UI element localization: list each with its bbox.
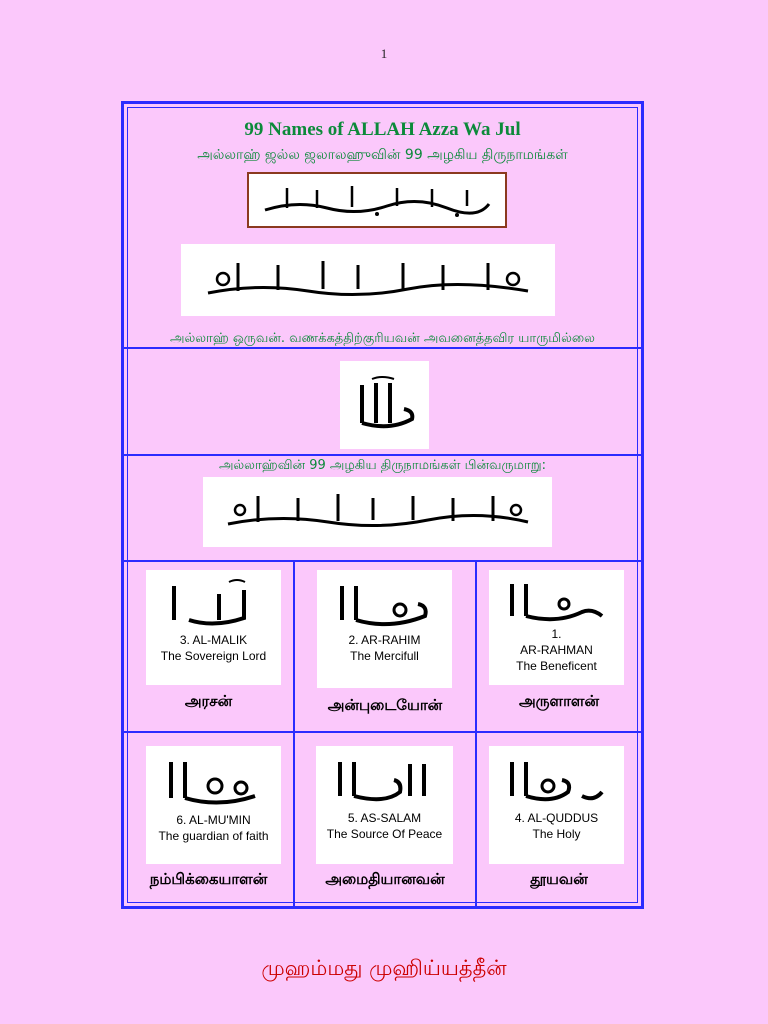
- bismillah-calligraphy-icon: [257, 180, 497, 220]
- name-tamil: அன்புடையோன்: [327, 696, 443, 714]
- name-card: [317, 570, 452, 688]
- allah-calligraphy-icon: [350, 375, 420, 435]
- name-label: AR-RAHMAN: [520, 643, 593, 657]
- name-meaning: The Beneficent: [516, 659, 597, 673]
- kalima-calligraphy-bottom: [203, 477, 552, 547]
- name-label: 3. AL-MALIK: [179, 633, 248, 647]
- arabic-name-icon: [502, 752, 612, 810]
- arabic-name-icon: [502, 576, 612, 626]
- arabic-calligraphy-icon: [218, 488, 538, 536]
- name-card: [489, 570, 624, 685]
- name-label: 4. AL-QUDDUS: [514, 811, 599, 825]
- name-cell: [295, 733, 475, 906]
- divider: [124, 454, 641, 456]
- name-label: 6. AL-MU'MIN: [176, 813, 251, 827]
- name-meaning: The Holy: [532, 827, 581, 841]
- arabic-name-icon: [330, 576, 440, 632]
- name-tamil: அருளாளன்: [518, 692, 600, 710]
- page-title: 99 Names of ALLAH Azza Wa Jul: [244, 119, 521, 140]
- divider: [124, 347, 641, 349]
- name-tamil: அரசன்: [184, 692, 233, 710]
- name-meaning: The Sovereign Lord: [160, 649, 267, 663]
- author-name: முஹம்மது முஹிய்யத்தீன்: [261, 956, 507, 980]
- arabic-name-icon: [330, 752, 440, 810]
- intro-line: அல்லாஹ்வின் 99 அழகிய திருநாமங்கள் பின்வருமாறு:: [218, 458, 547, 473]
- name-card: [146, 570, 281, 685]
- name-tamil: தூயவன்: [530, 870, 588, 888]
- name-cell: [124, 733, 293, 906]
- arabic-name-icon: [159, 752, 269, 812]
- name-cell: [124, 562, 293, 731]
- name-tamil: நம்பிக்கையாளன்: [149, 870, 268, 888]
- name-meaning: The Mercifull: [350, 649, 419, 663]
- name-card: [316, 746, 453, 864]
- arabic-calligraphy-icon: [198, 255, 538, 305]
- names-frame: [121, 101, 644, 909]
- name-tamil: அமைதியானவன்: [325, 870, 445, 888]
- kalima-calligraphy-top: [181, 244, 555, 316]
- name-card: [146, 746, 281, 864]
- arabic-name-icon: [159, 576, 269, 632]
- name-cell: [477, 562, 641, 731]
- name-meaning: The Source Of Peace: [326, 827, 443, 841]
- page-number: 1: [380, 46, 388, 61]
- name-cell: [295, 562, 475, 731]
- name-meaning: The guardian of faith: [158, 829, 269, 843]
- name-card: [489, 746, 624, 864]
- page-subtitle: அல்லாஹ் ஜல்ல ஜலாலஹுவின் 99 அழகிய திருநாமங்கள்: [197, 147, 568, 163]
- name-label: 5. AS-SALAM: [347, 811, 422, 825]
- name-cell: [477, 733, 641, 906]
- allah-calligraphy: [340, 361, 429, 449]
- name-number: 1.: [551, 627, 562, 641]
- bismillah-calligraphy: [247, 172, 507, 228]
- tawhid-line: அல்லாஹ் ஒருவன். வணக்கத்திற்குரியவன் அவனைத்தவிர யாருமில்லை: [170, 331, 595, 346]
- name-label: 2. AR-RAHIM: [348, 633, 421, 647]
